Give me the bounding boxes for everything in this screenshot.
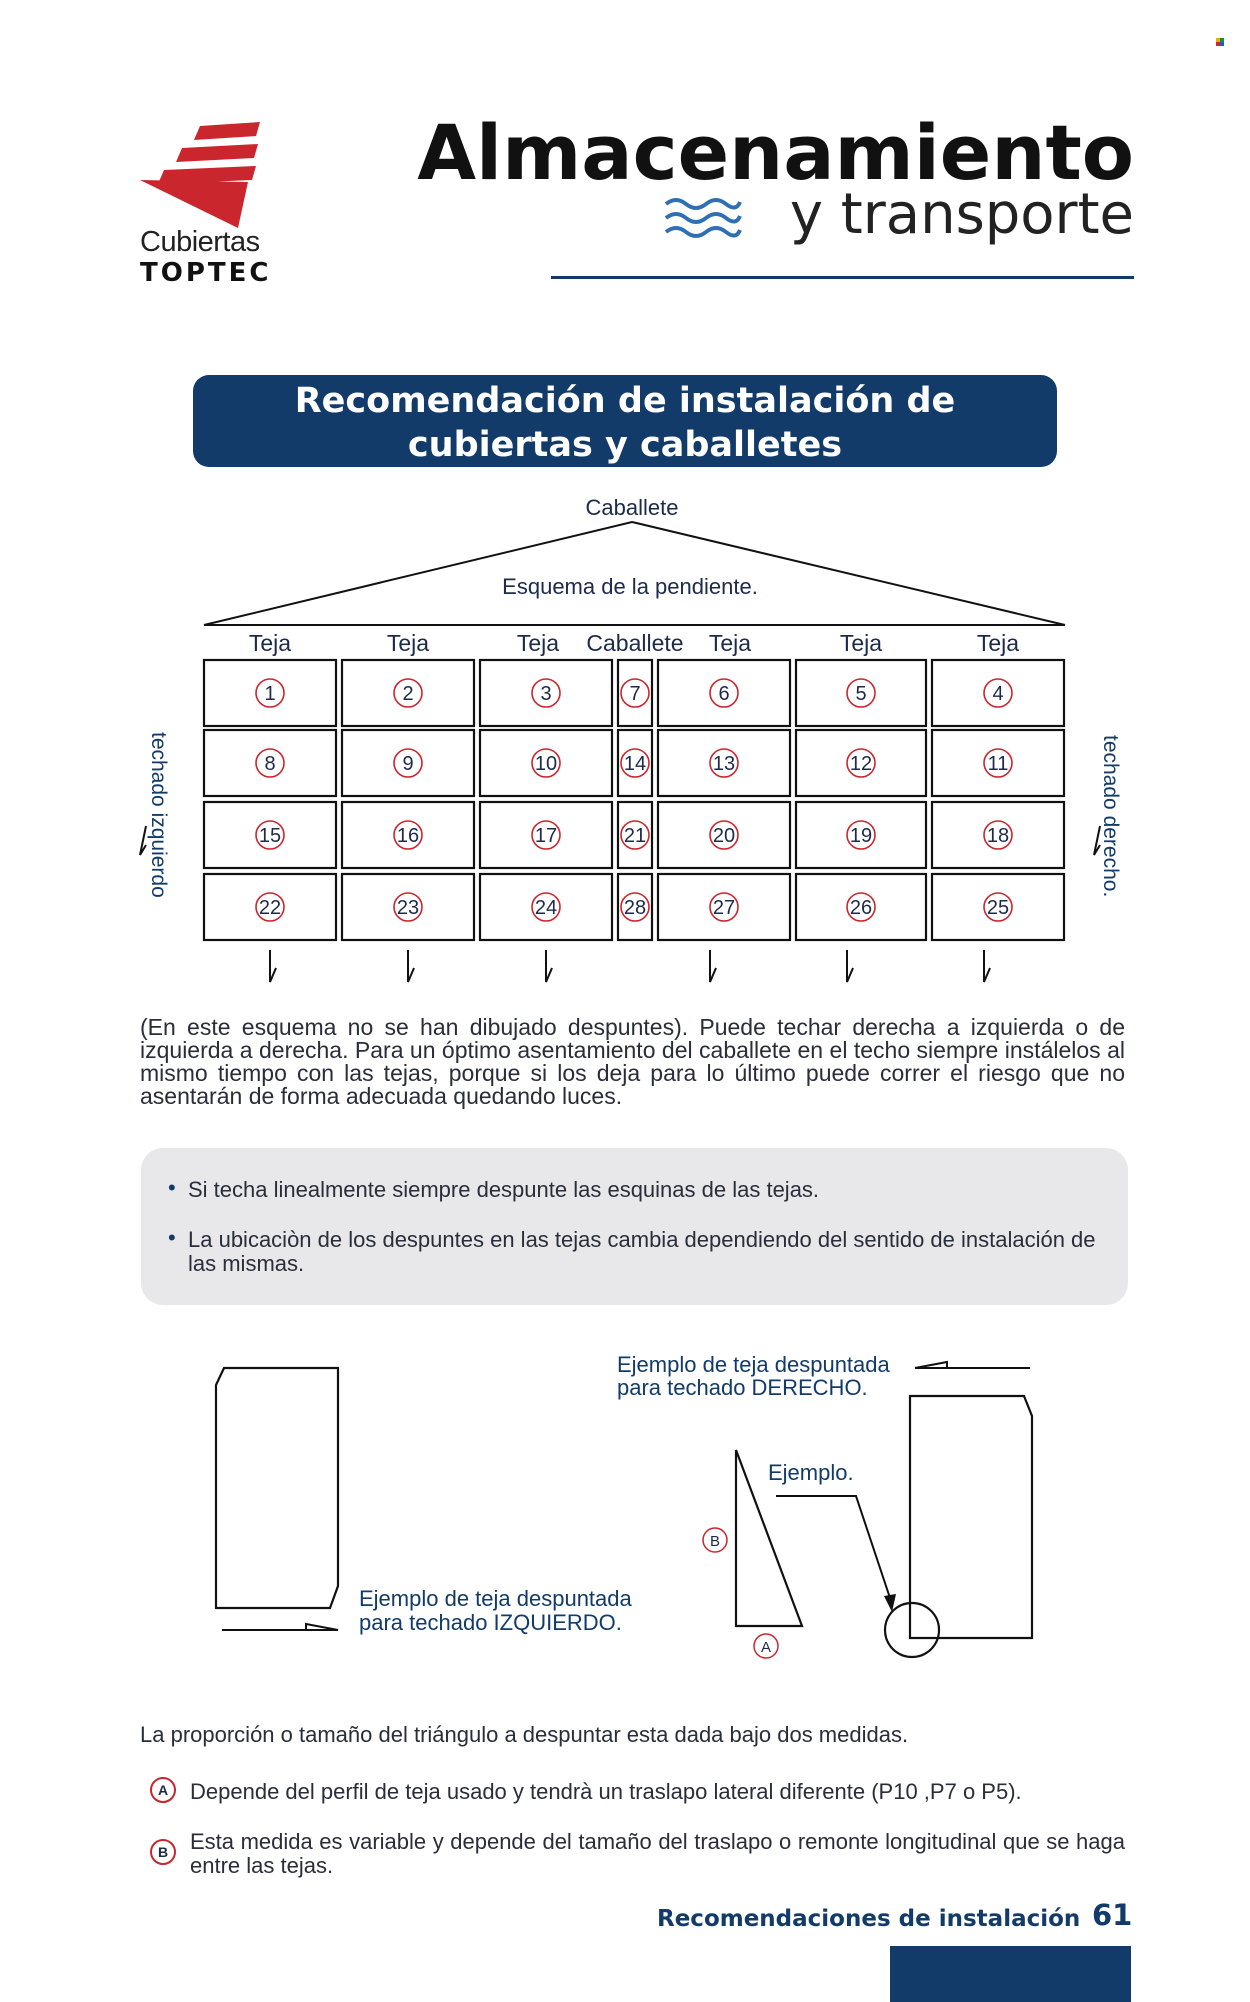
- right-pointer-arrow: [915, 1362, 947, 1368]
- marker-b: B: [709, 1533, 721, 1550]
- drip-arrow-icon: [270, 950, 276, 982]
- ridge-label: Caballete: [585, 495, 679, 520]
- tile-number: 10: [534, 753, 558, 775]
- tile-number: 4: [992, 683, 1004, 705]
- tile-number: 5: [855, 683, 867, 705]
- column-label: Teja: [839, 630, 883, 656]
- tile-number: 28: [623, 897, 647, 919]
- left-side-arrow: [140, 826, 146, 855]
- footer-section-title: Recomendaciones de instalación: [657, 1906, 1081, 1932]
- column-label: Teja: [386, 630, 430, 656]
- banner-line-2: cubiertas y caballetes: [407, 425, 843, 465]
- page-title: Almacenamiento: [417, 108, 1134, 197]
- example-pointer: [776, 1496, 892, 1604]
- tile-number: 22: [258, 897, 282, 919]
- tile-number: 21: [623, 825, 647, 847]
- tile-number: 6: [718, 683, 730, 705]
- right-caption-2: para techado DERECHO.: [617, 1375, 868, 1400]
- footer-bar: [890, 1946, 1131, 2002]
- item-text-b: Esta medida es variable y depende del tamaño del traslapo o remonte longitudinal que se haga entre las tejas.: [190, 1829, 1125, 1878]
- column-label: Teja: [708, 630, 752, 656]
- note-text: La ubicaciòn de los despuntes en las tejas cambia dependiendo del sentido de instalación de las mismas.: [188, 1227, 1096, 1276]
- column-label: Teja: [248, 630, 292, 656]
- note-text: Si techa linealmente siempre despunte las esquinas de las tejas.: [188, 1177, 820, 1202]
- marker-a: A: [760, 1639, 772, 1656]
- brand-wordmark: TOPTEC: [140, 258, 272, 288]
- tile-number: 8: [264, 753, 276, 775]
- tile-number: 25: [986, 897, 1010, 919]
- tile-number: 18: [986, 825, 1010, 847]
- tile-number: 23: [396, 897, 420, 919]
- brand-name: Cubiertas: [140, 226, 260, 258]
- tile-number: 17: [534, 825, 558, 847]
- tile-number: 7: [629, 683, 641, 705]
- tile-number: 27: [712, 897, 736, 919]
- bullet-icon: •: [168, 1225, 176, 1250]
- tile-number: 14: [623, 753, 647, 775]
- tile-number: 12: [849, 753, 873, 775]
- roof-diagram: [0, 0, 1250, 1000]
- drip-arrow-icon: [847, 950, 853, 982]
- cut-detail-circle: [885, 1603, 939, 1657]
- tile-number: 9: [402, 753, 414, 775]
- right-side-label: techado derecho.: [1099, 735, 1122, 898]
- proportion-text: La proporción o tamaño del triángulo a despuntar esta dada bajo dos medidas.: [140, 1722, 909, 1747]
- tile-number: 1: [264, 683, 276, 705]
- item-marker-b: B: [150, 1839, 176, 1865]
- installation-paragraph: (En este esquema no se han dibujado despuntes). Puede techar derecha a izquierda o de izquierda a derecha. Para un óptimo asentamiento del caballete en el techo siempre instálelos al mismo tiempo con las tejas, porque si los deja para lo último puede correr el riesgo que no asentarán de forma adecuada quedando luces.: [140, 1014, 1125, 1109]
- drip-arrow-icon: [408, 950, 414, 982]
- column-label: Teja: [516, 630, 560, 656]
- item-marker-a: A: [150, 1777, 176, 1803]
- drip-arrow-icon: [546, 950, 552, 982]
- column-label: Teja: [976, 630, 1020, 656]
- tile-number: 2: [402, 683, 414, 705]
- bullet-icon: •: [168, 1175, 176, 1200]
- tile-number: 15: [258, 825, 282, 847]
- left-tile: [216, 1368, 338, 1608]
- page-subtitle: y transporte: [789, 182, 1134, 247]
- tile-number: 20: [712, 825, 736, 847]
- banner-line-1: Recomendación de instalación de: [294, 381, 956, 421]
- tile-number: 19: [849, 825, 873, 847]
- left-pointer-arrow: [306, 1624, 338, 1630]
- page-number: 61: [1092, 1898, 1133, 1932]
- example-label: Ejemplo.: [768, 1460, 854, 1485]
- column-label: Caballete: [586, 630, 684, 656]
- left-caption-2: para techado IZQUIERDO.: [359, 1610, 622, 1635]
- drip-arrow-icon: [984, 950, 990, 982]
- left-caption-1: Ejemplo de teja despuntada: [359, 1586, 632, 1611]
- tile-number: 24: [534, 897, 558, 919]
- tile-number: 3: [540, 683, 552, 705]
- tile-number: 16: [396, 825, 420, 847]
- tile-number: 26: [849, 897, 873, 919]
- tile-number: 13: [712, 753, 736, 775]
- tile-number: 11: [987, 753, 1009, 775]
- tile-cut-figure: [0, 1330, 1250, 1670]
- slope-label: Esquema de la pendiente.: [502, 574, 758, 599]
- item-text-a: Depende del perfil de teja usado y tendrà un traslapo lateral diferente (P10 ,P7 o P5).: [190, 1779, 1022, 1804]
- right-caption-1: Ejemplo de teja despuntada: [617, 1352, 890, 1377]
- right-tile: [910, 1396, 1032, 1638]
- drip-arrow-icon: [710, 950, 716, 982]
- left-side-label: techado izquierdo: [147, 732, 170, 898]
